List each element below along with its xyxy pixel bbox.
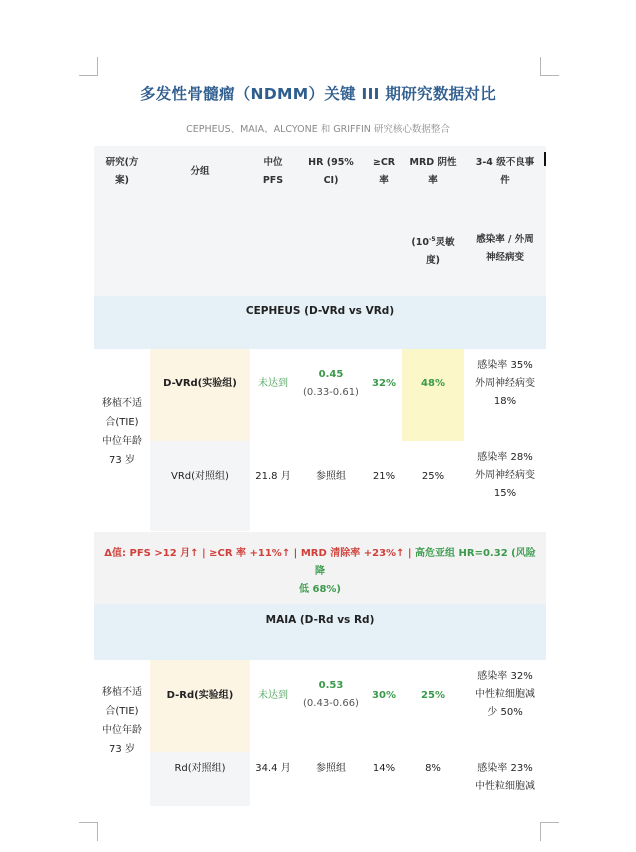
header-hr: HR (95% CI) [308, 157, 354, 186]
group-ctl-maia: Rd(对照组) [174, 763, 226, 774]
pfs-exp: 未达到 [258, 378, 288, 389]
cr-ctl-maia: 14% [372, 763, 396, 774]
ae-ctl: 感染率 28% 外周神经病变 15% [475, 452, 535, 499]
header-pfs: 中位 PFS [262, 157, 284, 186]
hr-ctl-maia: 参照组 [316, 763, 346, 774]
pfs-exp-maia: 未达到 [258, 690, 288, 701]
page-subtitle: CEPHEUS、MAIA、ALCYONE 和 GRIFFIN 研究核心数据整合 [186, 124, 450, 135]
header-mrd: MRD 阴性 率 [409, 157, 457, 186]
cr-exp-maia: 30% [372, 690, 396, 701]
group-exp-maia: D-Rd(实验组) [166, 690, 234, 701]
mrd-highlight [402, 349, 464, 441]
section-band-maia [94, 604, 546, 660]
hr-exp: 0.45 (0.33-0.61) [303, 369, 359, 398]
mrd-ctl: 25% [421, 471, 445, 482]
row-bg-ctl [150, 441, 250, 531]
header-cr: ≥CR 率 [372, 157, 396, 186]
crop-mark-bottom-left [79, 822, 98, 841]
ae-exp: 感染率 35% 外周神经病变 18% [475, 360, 535, 407]
page-title: 多发性骨髓瘤（NDMM）关键 III 期研究数据对比 [139, 85, 497, 103]
population-cepheus: 移植不适 合(TIE) 中位年龄 73 岁 [102, 398, 142, 466]
row-bg-exp-maia [150, 660, 250, 752]
header-ae-sub: 感染率 / 外周 神经病变 [476, 234, 534, 263]
hr-exp-maia: 0.53 (0.43-0.66) [303, 680, 359, 709]
group-exp: D-VRd(实验组) [163, 378, 237, 389]
header-ae: 3-4 级不良事 件 [475, 157, 535, 186]
ae-exp-maia: 感染率 32% 中性粒细胞减 少 50% [475, 671, 535, 718]
mrd-exp-maia: 25% [421, 690, 445, 701]
section-title-cepheus: CEPHEUS (D-VRd vs VRd) [245, 305, 395, 317]
header-mrd-sensitivity: ($10^{-5}$灵敏 度) [411, 236, 455, 267]
crop-mark-top-left [79, 57, 98, 76]
mrd-ctl-maia: 8% [425, 763, 441, 774]
header-study: 研究(方 案) [105, 157, 139, 186]
delta-summary: Δ值: PFS >12 月↑ | ≥CR 率 +11%↑ | MRD 清除率 +23%↑ | 高危亚组 HR=0.32 (风险降 低 68%) [104, 548, 536, 595]
header-group: 分组 [190, 166, 210, 177]
pfs-ctl-maia: 34.4 月 [255, 763, 291, 774]
population-maia: 移植不适 合(TIE) 中位年龄 73 岁 [102, 687, 142, 755]
section-title-maia: MAIA (D-Rd vs Rd) [265, 614, 375, 626]
group-ctl: VRd(对照组) [171, 471, 229, 482]
row-bg-exp [150, 349, 250, 441]
mrd-exp: 48% [421, 378, 445, 389]
cr-ctl: 21% [372, 471, 396, 482]
crop-mark-bottom-right [540, 822, 559, 841]
pfs-ctl: 21.8 月 [255, 471, 291, 482]
ae-ctl-maia: 感染率 23% 中性粒细胞减 [475, 763, 535, 792]
crop-mark-top-right [540, 57, 559, 76]
section-band-cepheus [94, 296, 546, 349]
hr-ctl: 参照组 [316, 471, 346, 482]
cr-exp: 32% [372, 378, 396, 389]
